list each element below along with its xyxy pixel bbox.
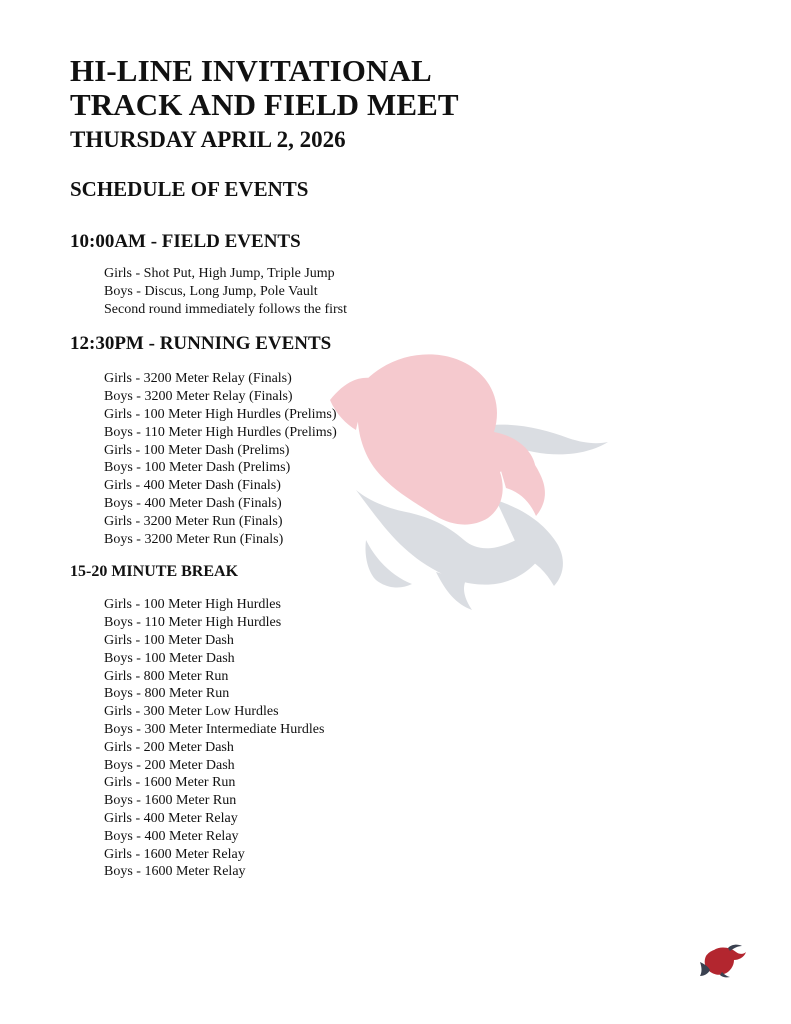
list-item: Girls - 400 Meter Dash (Finals) (104, 478, 281, 494)
list-item: Girls - 800 Meter Run (104, 668, 229, 684)
list-item: Boys - 3200 Meter Relay (Finals) (104, 389, 293, 405)
meet-date: THURSDAY APRIL 2, 2026 (70, 127, 346, 152)
section-title-break: 15-20 MINUTE BREAK (70, 563, 239, 581)
list-item: Boys - 110 Meter High Hurdles (Prelims) (104, 424, 337, 440)
list-item: Girls - 200 Meter Dash (104, 739, 234, 755)
list-item: Girls - 3200 Meter Relay (Finals) (104, 371, 292, 387)
title-line-1: HI-LINE INVITATIONAL (70, 53, 432, 88)
bull-logo-icon (696, 938, 746, 978)
list-item: Girls - 400 Meter Relay (104, 810, 238, 826)
list-item: Boys - 100 Meter Dash (Prelims) (104, 460, 291, 476)
schedule-document (70, 54, 730, 881)
schedule-heading: SCHEDULE OF EVENTS (70, 177, 309, 201)
list-item: Boys - 110 Meter High Hurdles (104, 615, 282, 631)
section-title-running-events: 12:30PM - RUNNING EVENTS (70, 333, 332, 355)
list-item: Boys - Discus, Long Jump, Pole Vault (104, 283, 318, 299)
list-item: Girls - 100 Meter Dash (104, 632, 234, 648)
list-item: Girls - 100 Meter High Hurdles (104, 597, 281, 613)
list-item: Boys - 400 Meter Relay (104, 828, 239, 844)
list-item: Boys - 3200 Meter Run (Finals) (104, 531, 284, 547)
list-item: Boys - 1600 Meter Run (104, 793, 237, 809)
list-item: Boys - 100 Meter Dash (104, 650, 235, 666)
list-item: Boys - 200 Meter Dash (104, 757, 235, 773)
list-item: Girls - 1600 Meter Run (104, 775, 236, 791)
list-item: Girls - Shot Put, High Jump, Triple Jump (104, 266, 335, 281)
list-item: Boys - 400 Meter Dash (Finals) (104, 495, 282, 511)
list-item: Girls - 100 Meter Dash (Prelims) (104, 442, 290, 458)
list-item: Girls - 100 Meter High Hurdles (Prelims) (104, 406, 337, 422)
list-item: Second round immediately follows the first (104, 301, 348, 317)
list-item: Boys - 1600 Meter Relay (104, 864, 246, 880)
list-item: Girls - 3200 Meter Run (Finals) (104, 513, 283, 529)
finals-events-list (70, 596, 730, 881)
list-item: Boys - 300 Meter Intermediate Hurdles (104, 721, 325, 737)
field-events-list (70, 265, 730, 318)
list-item: Girls - 300 Meter Low Hurdles (104, 704, 279, 720)
title-line-2: TRACK AND FIELD MEET (70, 87, 459, 122)
running-events-list (70, 370, 730, 548)
list-item: Girls - 1600 Meter Relay (104, 846, 245, 862)
list-item: Boys - 800 Meter Run (104, 686, 230, 702)
section-title-field-events: 10:00AM - FIELD EVENTS (70, 231, 301, 252)
